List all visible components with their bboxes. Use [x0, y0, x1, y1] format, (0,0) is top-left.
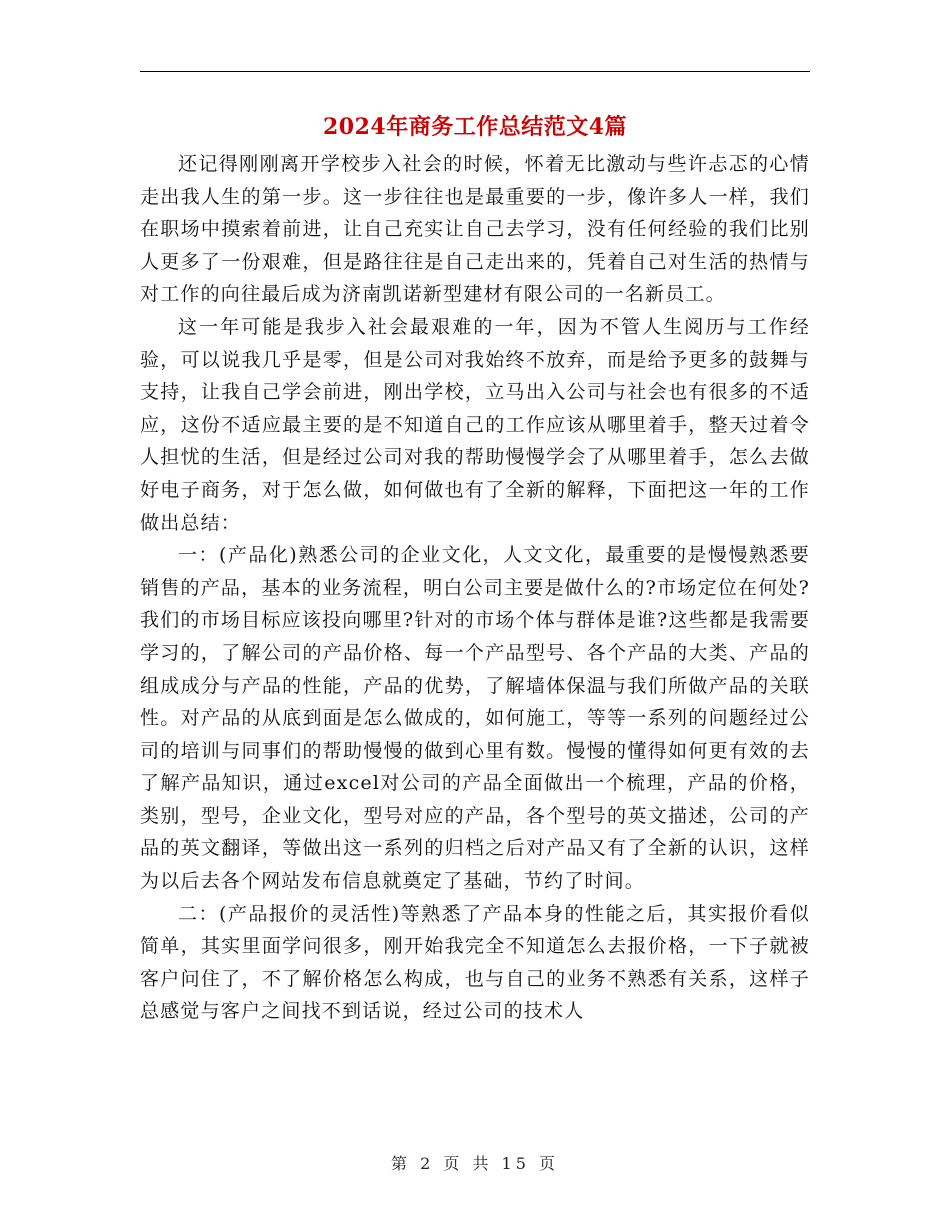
- header-rule: [140, 71, 810, 72]
- paragraph: 这一年可能是我步入社会最艰难的一年，因为不管人生阅历与工作经验，可以说我几乎是零，但是公司对我始终不放弃，而是给予更多的鼓舞与支持，让我自己学会前进，刚出学校，立马出入公司与社会也有很多的不适应，这份不适应最主要的是不知道自己的工作应该从哪里着手，整天过着令人担忧的生活，但是经过公司对我的帮助慢慢学会了从哪里着手，怎么去做好电子商务，对于怎么做，如何做也有了全新的解释，下面把这一年的工作做出总结：: [140, 315, 810, 534]
- document-body: [140, 148, 810, 1028]
- paragraph: 二：(产品报价的灵活性)等熟悉了产品本身的性能之后，其实报价看似简单，其实里面学问很多，刚开始我完全不知道怎么去报价格，一下子就被客户问住了，不了解价格怎么构成，也与自己的业务不熟悉有关系，这样子总感觉与客户之间找不到话说，经过公司的技术人: [140, 902, 810, 1023]
- paragraph: 一：(产品化)熟悉公司的企业文化，人文文化，最重要的是慢慢熟悉要销售的产品，基本的业务流程，明白公司主要是做什么的?市场定位在何处?我们的市场目标应该投向哪里?针对的市场个体与群体是谁?这些都是我需要学习的，了解公司的产品价格、每一个产品型号、各个产品的大类、产品的组成成分与产品的性能，产品的优势，了解墙体保温与我们所做产品的关联性。对产品的从底到面是怎么做成的，如何施工，等等一系列的问题经过公司的培训与同事们的帮助慢慢的做到心里有数。慢慢的懂得如何更有效的去了解产品知识，通过excel对公司的产品全面做出一个梳理，产品的价格，类别，型号，企业文化，型号对应的产品，各个型号的英文描述，公司的产品的英文翻译，等做出这一系列的归档之后对产品又有了全新的认识，这样为以后去各个网站发布信息就奠定了基础，节约了时间。: [140, 544, 810, 893]
- paragraph: 还记得刚刚离开学校步入社会的时候，怀着无比激动与些许忐忑的心情走出我人生的第一步。这一步往往也是最重要的一步，像许多人一样，我们在职场中摸索着前进，让自己充实让自己去学习，没有任何经验的我们比别人更多了一份艰难，但是路往往是自己走出来的，凭着自己对生活的热情与对工作的向往最后成为济南凯诺新型建材有限公司的一名新员工。: [140, 153, 810, 306]
- page-footer: 第 2 页 共 15 页: [391, 1154, 559, 1173]
- document-title: 2024年商务工作总结范文4篇: [322, 114, 628, 140]
